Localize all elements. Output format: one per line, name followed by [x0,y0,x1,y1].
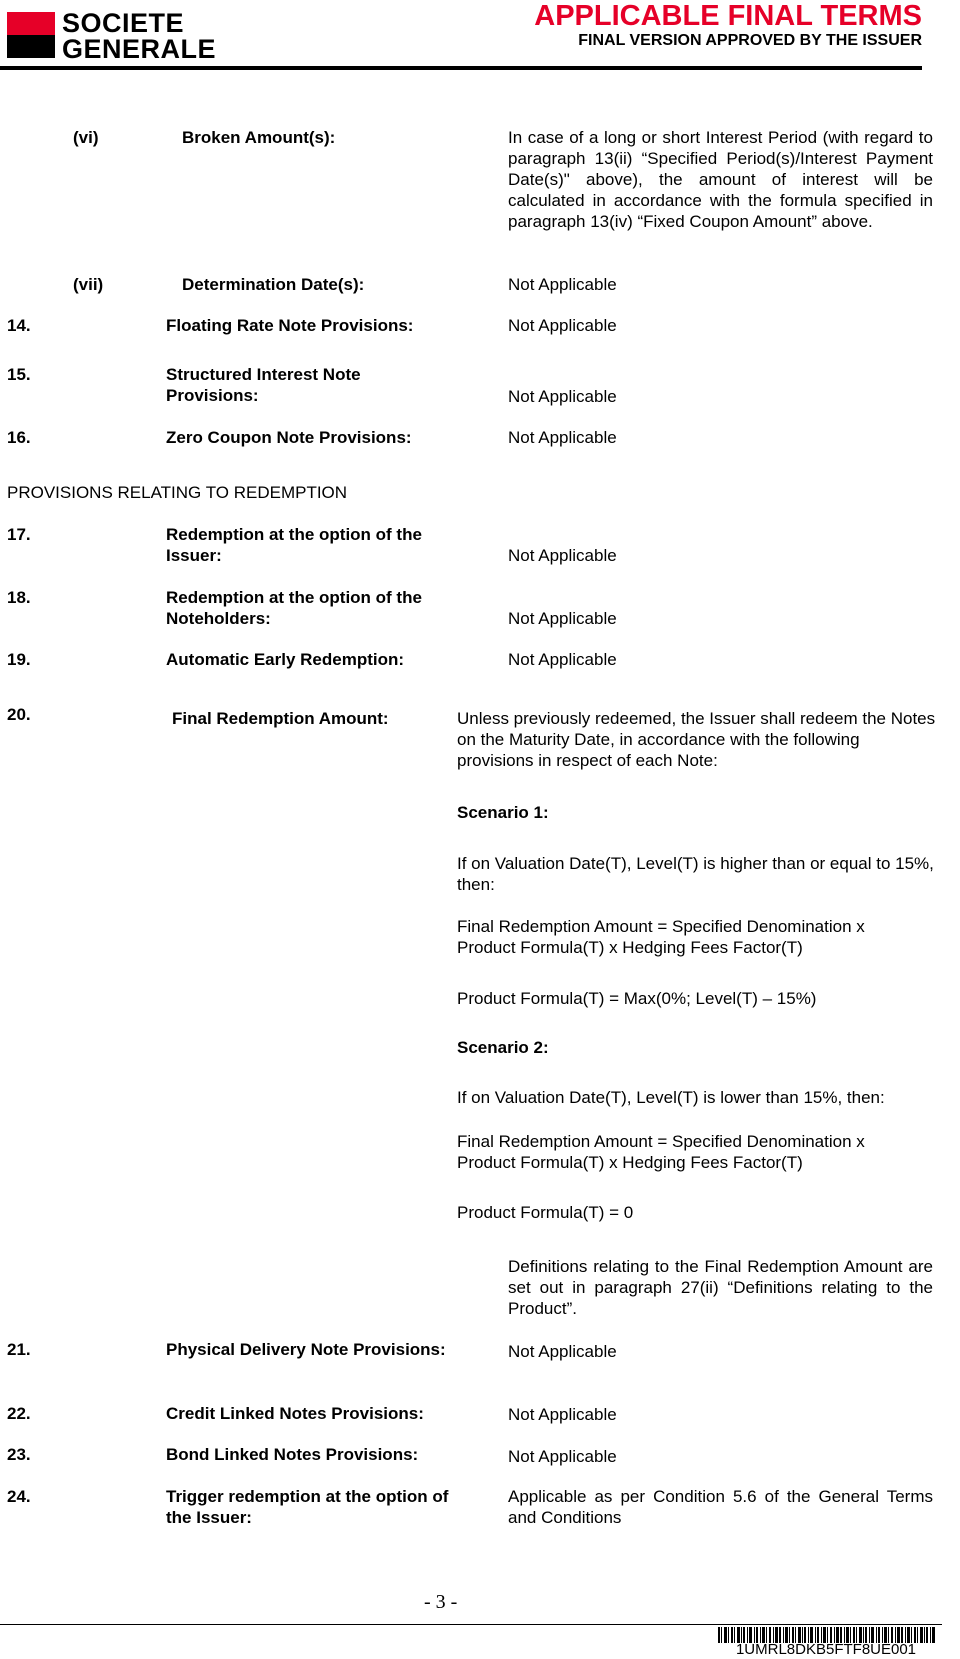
item-17-number: 17. [7,525,31,544]
scenario-1-title: Scenario 1: [457,803,549,822]
document-title: APPLICABLE FINAL TERMS [534,0,922,32]
item-20-number: 20. [7,705,31,724]
item-vii-value: Not Applicable [508,275,617,294]
item-vii-number: (vii) [73,275,104,294]
item-20-label: Final Redemption Amount: [172,709,389,728]
header-divider [0,66,922,70]
item-15-label: Structured Interest Note Provisions: [166,365,361,405]
scenario-2-condition: If on Valuation Date(T), Level(T) is lower than 15%, then: [457,1088,885,1107]
item-24-label: Trigger redemption at the option of the Issuer: [166,1487,449,1527]
barcode-text: 1UMRL8DKB5FTF8UE001 [735,1641,917,1658]
item-vii-label: Determination Date(s): [182,275,365,294]
item-14-label: Floating Rate Note Provisions: [166,316,414,335]
item-18-value: Not Applicable [508,609,617,628]
item-20-intro: Unless previously redeemed, the Issuer shall redeem the Notes on the Maturity Date, in accordance with the following provisions in respect of each Note: [457,709,936,770]
item-16-label: Zero Coupon Note Provisions: [166,428,412,447]
item-20-definitions: Definitions relating to the Final Redemption Amount are set out in paragraph 27(ii) “Definitions relating to the Product”. [508,1257,933,1318]
scenario-1-product-formula: Product Formula(T) = Max(0%; Level(T) – 15%) [457,989,817,1008]
item-19-label: Automatic Early Redemption: [166,650,405,669]
item-21-number: 21. [7,1340,31,1359]
item-vi-label: Broken Amount(s): [182,128,336,147]
item-22-value: Not Applicable [508,1405,617,1424]
item-19-number: 19. [7,650,31,669]
document-subtitle: FINAL VERSION APPROVED BY THE ISSUER [578,32,922,49]
footer-divider [0,1624,942,1625]
item-15-value: Not Applicable [508,387,617,406]
item-21-value: Not Applicable [508,1342,617,1361]
item-vi-number: (vi) [73,128,99,147]
item-15-number: 15. [7,365,31,384]
item-23-label: Bond Linked Notes Provisions: [166,1445,419,1464]
scenario-1-condition: If on Valuation Date(T), Level(T) is higher than or equal to 15%, then: [457,854,934,894]
societe-generale-logo-icon [7,12,55,58]
item-23-number: 23. [7,1445,31,1464]
page-number: - 3 - [424,1591,458,1613]
section-heading-redemption: PROVISIONS RELATING TO REDEMPTION [7,483,348,502]
item-24-number: 24. [7,1487,31,1506]
item-18-label: Redemption at the option of the Noteholders: [166,588,422,628]
item-17-label: Redemption at the option of the Issuer: [166,525,422,565]
item-18-number: 18. [7,588,31,607]
item-22-label: Credit Linked Notes Provisions: [166,1404,424,1423]
logo-line-2: GENERALE [62,34,217,64]
item-24-value: Applicable as per Condition 5.6 of the General Terms and Conditions [508,1487,933,1527]
scenario-2-product-formula: Product Formula(T) = 0 [457,1203,634,1222]
item-21-label: Physical Delivery Note Provisions: [166,1340,446,1359]
item-16-value: Not Applicable [508,428,617,447]
scenario-1-formula: Final Redemption Amount = Specified Denomination x Product Formula(T) x Hedging Fees Factor(T) [457,917,865,957]
logo-line-1: SOCIETE [62,8,185,38]
item-23-value: Not Applicable [508,1447,617,1466]
item-14-value: Not Applicable [508,316,617,335]
item-17-value: Not Applicable [508,546,617,565]
item-22-number: 22. [7,1404,31,1423]
logo-wordmark [62,10,216,62]
scenario-2-formula: Final Redemption Amount = Specified Denomination x Product Formula(T) x Hedging Fees Factor(T) [457,1132,865,1172]
item-14-number: 14. [7,316,31,335]
item-vi-value: In case of a long or short Interest Period (with regard to paragraph 13(ii) “Specified Period(s)/Interest Payment Date(s)" above), the amount of interest will be calculated in accordance with the formula specified in paragraph 13(iv) “Fixed Coupon Amount” above. [508,128,933,231]
item-19-value: Not Applicable [508,650,617,669]
scenario-2-title: Scenario 2: [457,1038,549,1057]
item-16-number: 16. [7,428,31,447]
